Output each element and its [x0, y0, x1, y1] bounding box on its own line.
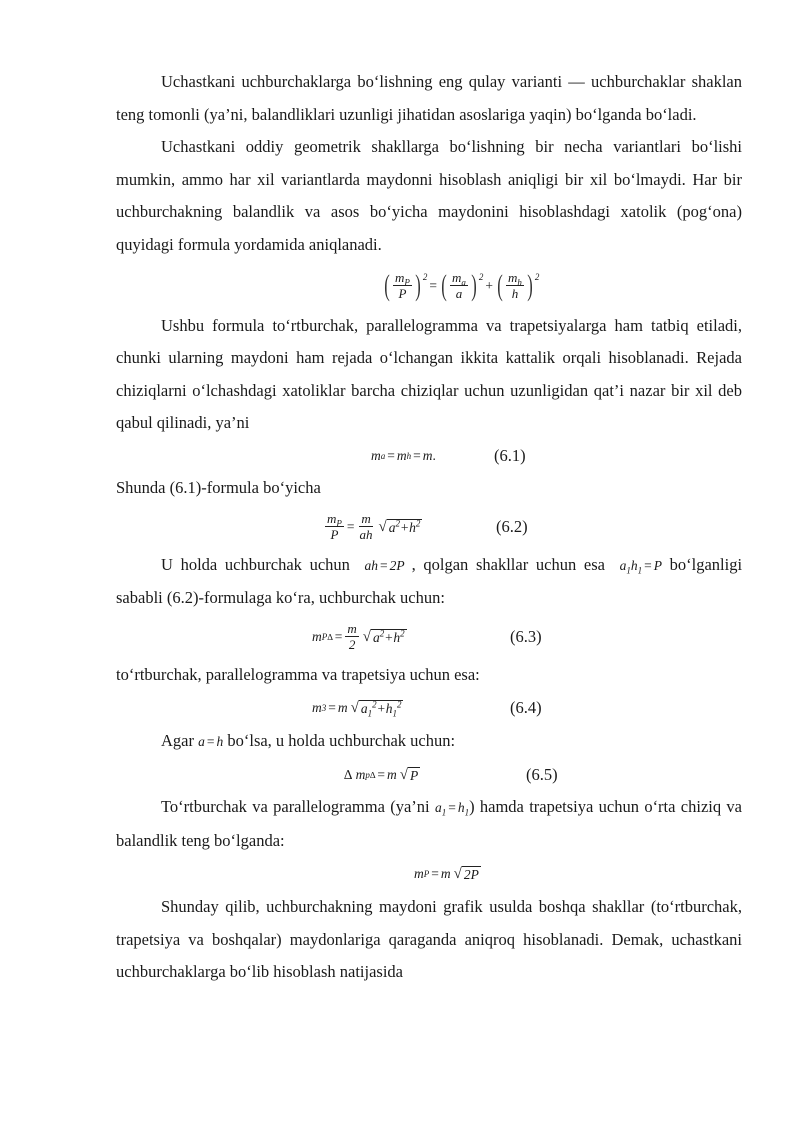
formula-6-2-expression: $\frac{m_P}{P}$ = $\frac{m}{ah}$ √ $a^2+h^2$ [327, 511, 421, 543]
paragraph-1: Uchastkani uchburchaklarga bo‘lishning eng qulay varianti — uchburchaklar shaklan teng tomonli (ya’ni, balandliklari uzunligi jihatidan asoslariga yaqin) bo‘lganda bo‘ladi. [116, 72, 742, 124]
paragraph-9: Shunday qilib, uchburchakning maydoni grafik usulda boshqa shakllar (to‘rtburchak, trapetsiya va boshqalar) maydonlariga qaraganda aniqroq hisoblanadi. Demak, uchastkani uchburchaklarga bo‘lib hisoblash natijasida [116, 897, 742, 982]
formula-6-3-expression: m P∆ = $\frac{m}{2}$ √ $a^2+h^2$ [312, 621, 405, 653]
paragraph-8 [116, 791, 742, 857]
paragraph-4: Shunda (6.1)-formula bo‘yicha [116, 477, 321, 497]
error-formula [116, 262, 742, 310]
formula-6-4-number: (6.4) [510, 698, 542, 718]
paragraph-5-part-a: U holda uchburchak uchun [161, 554, 350, 574]
formula-6-2-number: (6.2) [496, 516, 528, 536]
inline-formula-a1h1-p: $a_1h_1 = P$ [612, 557, 662, 576]
formula-6-5 [116, 759, 742, 791]
formula-6-3 [116, 615, 742, 659]
paragraph-5 [116, 549, 742, 615]
error-formula-expression: ( $\frac{m_P}{P}$ ) 2 = ( $\frac{m_a}{a}$ ) 2 + ( $\frac{m_h}{h}$ ) 2 [384, 268, 540, 302]
formula-6-5-number: (6.5) [526, 764, 558, 784]
paragraph-7 [116, 725, 742, 759]
formula-6-1 [116, 440, 742, 472]
paragraph-3: Ushbu formula to‘rtburchak, parallelogramma va trapetsiyalarga ham tatbiq etiladi, chunki ularning maydoni ham rejada o‘lchangan ikkita kattalik orqali hisoblanadi. Rejada chiziqlarni o‘lchashdagi xatoliklar barcha chiziqlar uchun uzunligidan qat’i nazar bir xil deb qabul qilinadi, ya’ni [116, 315, 742, 433]
paragraph-5-part-b: , qolgan shakllar uchun esa [411, 554, 605, 574]
paragraph-2: Uchastkani oddiy geometrik shakllarga bo‘lishning bir necha variantlari bo‘lishi mumkin, ammo har xil variantlarda maydonni hisoblash aniqligi bir xil bo‘lmaydi. Har bir uchburchakning balandlik va asos bo‘yicha maydonini hisoblashdagi xatolik (pog‘ona) quyidagi formula yordamida aniqlanadi. [116, 137, 742, 254]
formula-mp-sqrt-2p-expression: m P = m √ 2P [414, 866, 479, 883]
document-page [116, 66, 742, 989]
paragraph-7-part-a: Agar [161, 731, 194, 751]
formula-6-2 [116, 505, 742, 549]
inline-formula-ah-2p: ah = 2P [357, 557, 412, 573]
paragraph-8-part-b: ) hamda trapetsiya uchun o‘rta chiziq va balandlik teng bo‘lganda: [116, 796, 743, 850]
paragraph-8-part-a: To‘rtburchak va parallelogramma (ya’ni [161, 796, 430, 816]
paragraph-5-part-c: bo‘lganligi sababli (6.2)-formulaga ko‘ra, uchburchak uchun: [116, 554, 743, 608]
formula-6-1-expression: m a = m h = m . [371, 447, 436, 463]
formula-6-5-expression: ∆ m p∆ = m √ P [344, 766, 419, 783]
formula-mp-sqrt-2p [116, 857, 742, 891]
formula-6-4-expression: m 3 = m √ $a_1^2+h_1^2$ [312, 699, 402, 719]
paragraph-6: to‘rtburchak, parallelogramma va trapetsiya uchun esa: [116, 664, 480, 684]
formula-6-3-number: (6.3) [510, 626, 542, 646]
formula-6-1-number: (6.1) [494, 445, 526, 465]
inline-formula-a-eq-h: a = h [198, 734, 224, 750]
paragraph-7-part-b: bo‘lsa, u holda uchburchak uchun: [227, 731, 456, 751]
formula-6-4 [116, 691, 742, 725]
inline-formula-a1-eq-h1: $a_1 = h_1$ [434, 799, 470, 818]
